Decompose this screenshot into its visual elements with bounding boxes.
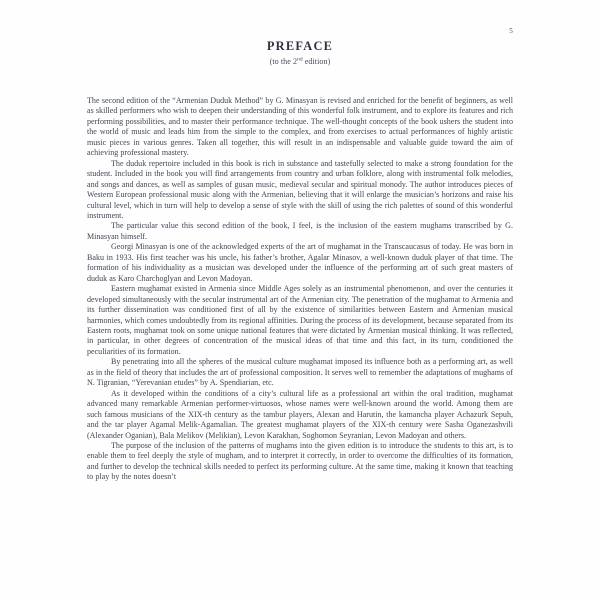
- title-block: [0, 40, 600, 66]
- subtitle-prefix: (to the 2: [269, 56, 298, 66]
- paragraph: As it developed within the conditions of a city’s cultural life as a professional art within the oral tradition, mughamat advanced many remarkable Armenian performer-virtuosos, whose names were well-known around the world. Among them are such famous musicians of the XIX-th century as the tambur players, Alexan and Harutin, the kamancha player Achazurk Sepuh, and the tar player Agamal Melik-Agamalian. The greatest mughamat players of the XIX-th century were Sasha Oganezashvili (Alexander Oganian), Bala Melikov (Melikian), Levon Karakhan, Soghomon Seyranian, Levon Madoyan and others.: [87, 388, 513, 440]
- subtitle-suffix: edition): [302, 56, 331, 66]
- paragraph: The purpose of the inclusion of the patterns of mughams into the given edition is to introduce the students to this art, is to enable them to feel deeply the style of mugham, and to interpret it correctly, in order to overcome the difficulties of its formation, and further to develop the technical skills needed to perfect its performing culture. At the same time, making it known that teaching to play by the notes doesn’t: [87, 440, 513, 482]
- page-title: PREFACE: [266, 39, 334, 53]
- paragraph: By penetrating into all the spheres of the musical culture mughamat imposed its influence both as a performing art, as well as in the field of theory that includes the art of professional composition. It serves well to remember the adaptations of mughams of N. Tigranian, “Yerevanian etudes” by A. Spendiarian, etc.: [87, 357, 513, 388]
- subtitle-ordinal-suffix: nd: [297, 55, 303, 62]
- page-subtitle: [0, 57, 600, 66]
- body-text: [87, 96, 513, 483]
- page-number: 5: [509, 27, 513, 35]
- paragraph: The particular value this second edition of the book, I feel, is the inclusion of the eastern mughams transcribed by G. Minasyan himself.: [87, 221, 513, 241]
- paragraph: The second edition of the “Armenian Duduk Method” by G. Minasyan is revised and enriched for the benefit of beginners, as well as skilled performers who wish to deepen their understanding of this wonderful folk instrument, and to explore its features and rich performing possibilities, and to master their performance technique. The well-thought concepts of the book ushers the student into the world of music and leads him from the simple to the complex, and from exercises to actual performances of highly artistic music pieces in various genres. Taken all together, this will result in an indispensable and valuable guide toward the aim of achieving professional mastery.: [87, 96, 513, 158]
- paragraph: The duduk repertoire included in this book is rich in substance and tastefully selected to make a strong foundation for the student. Included in the book you will find arrangements from country and urban folklore, along with instrumental folk melodies, and songs and dances, as well as samples of gusan music, medieval secular and spiritual monody. The author introduces pieces of Western European professional music along with the Armenian, believing that it will enlarge the musician’s horizons and raise his cultural level, which in turn will help to develop a sense of style with the skill of using the rich palettes of sound of this wonderful instrument.: [87, 158, 513, 220]
- paragraph: Eastern mughamat existed in Armenia since Middle Ages solely as an instrumental phenomenon, and over the centuries it developed simultaneously with the secular instrumental art of the Armenian city. The penetration of the mughamat to Armenia and its further dissemination was conditioned first of all by the existence of similarities between Eastern and Armenian musical harmonies, which comes undoubtedly from its regional affinities. During the process of its development, because separated from its Eastern roots, mughamat took on some unique national features that were dictated by Armenian musical thinking. It was reflected, in particular, in other degrees of concentration of the musical ideas of that time and this fact, in its turn, conditioned the peculiarities of its formation.: [87, 284, 513, 356]
- paragraph: Georgi Minasyan is one of the acknowledged experts of the art of mughamat in the Transcaucasus of today. He was born in Baku in 1933. His first teacher was his uncle, his father’s brother, Agalar Minasov, a well-known duduk player of that time. The formation of his individuality as a musician was developed under the influence of the performing art of such great masters of duduk as Karo Charchoglyan and Levon Madoyan.: [87, 242, 513, 283]
